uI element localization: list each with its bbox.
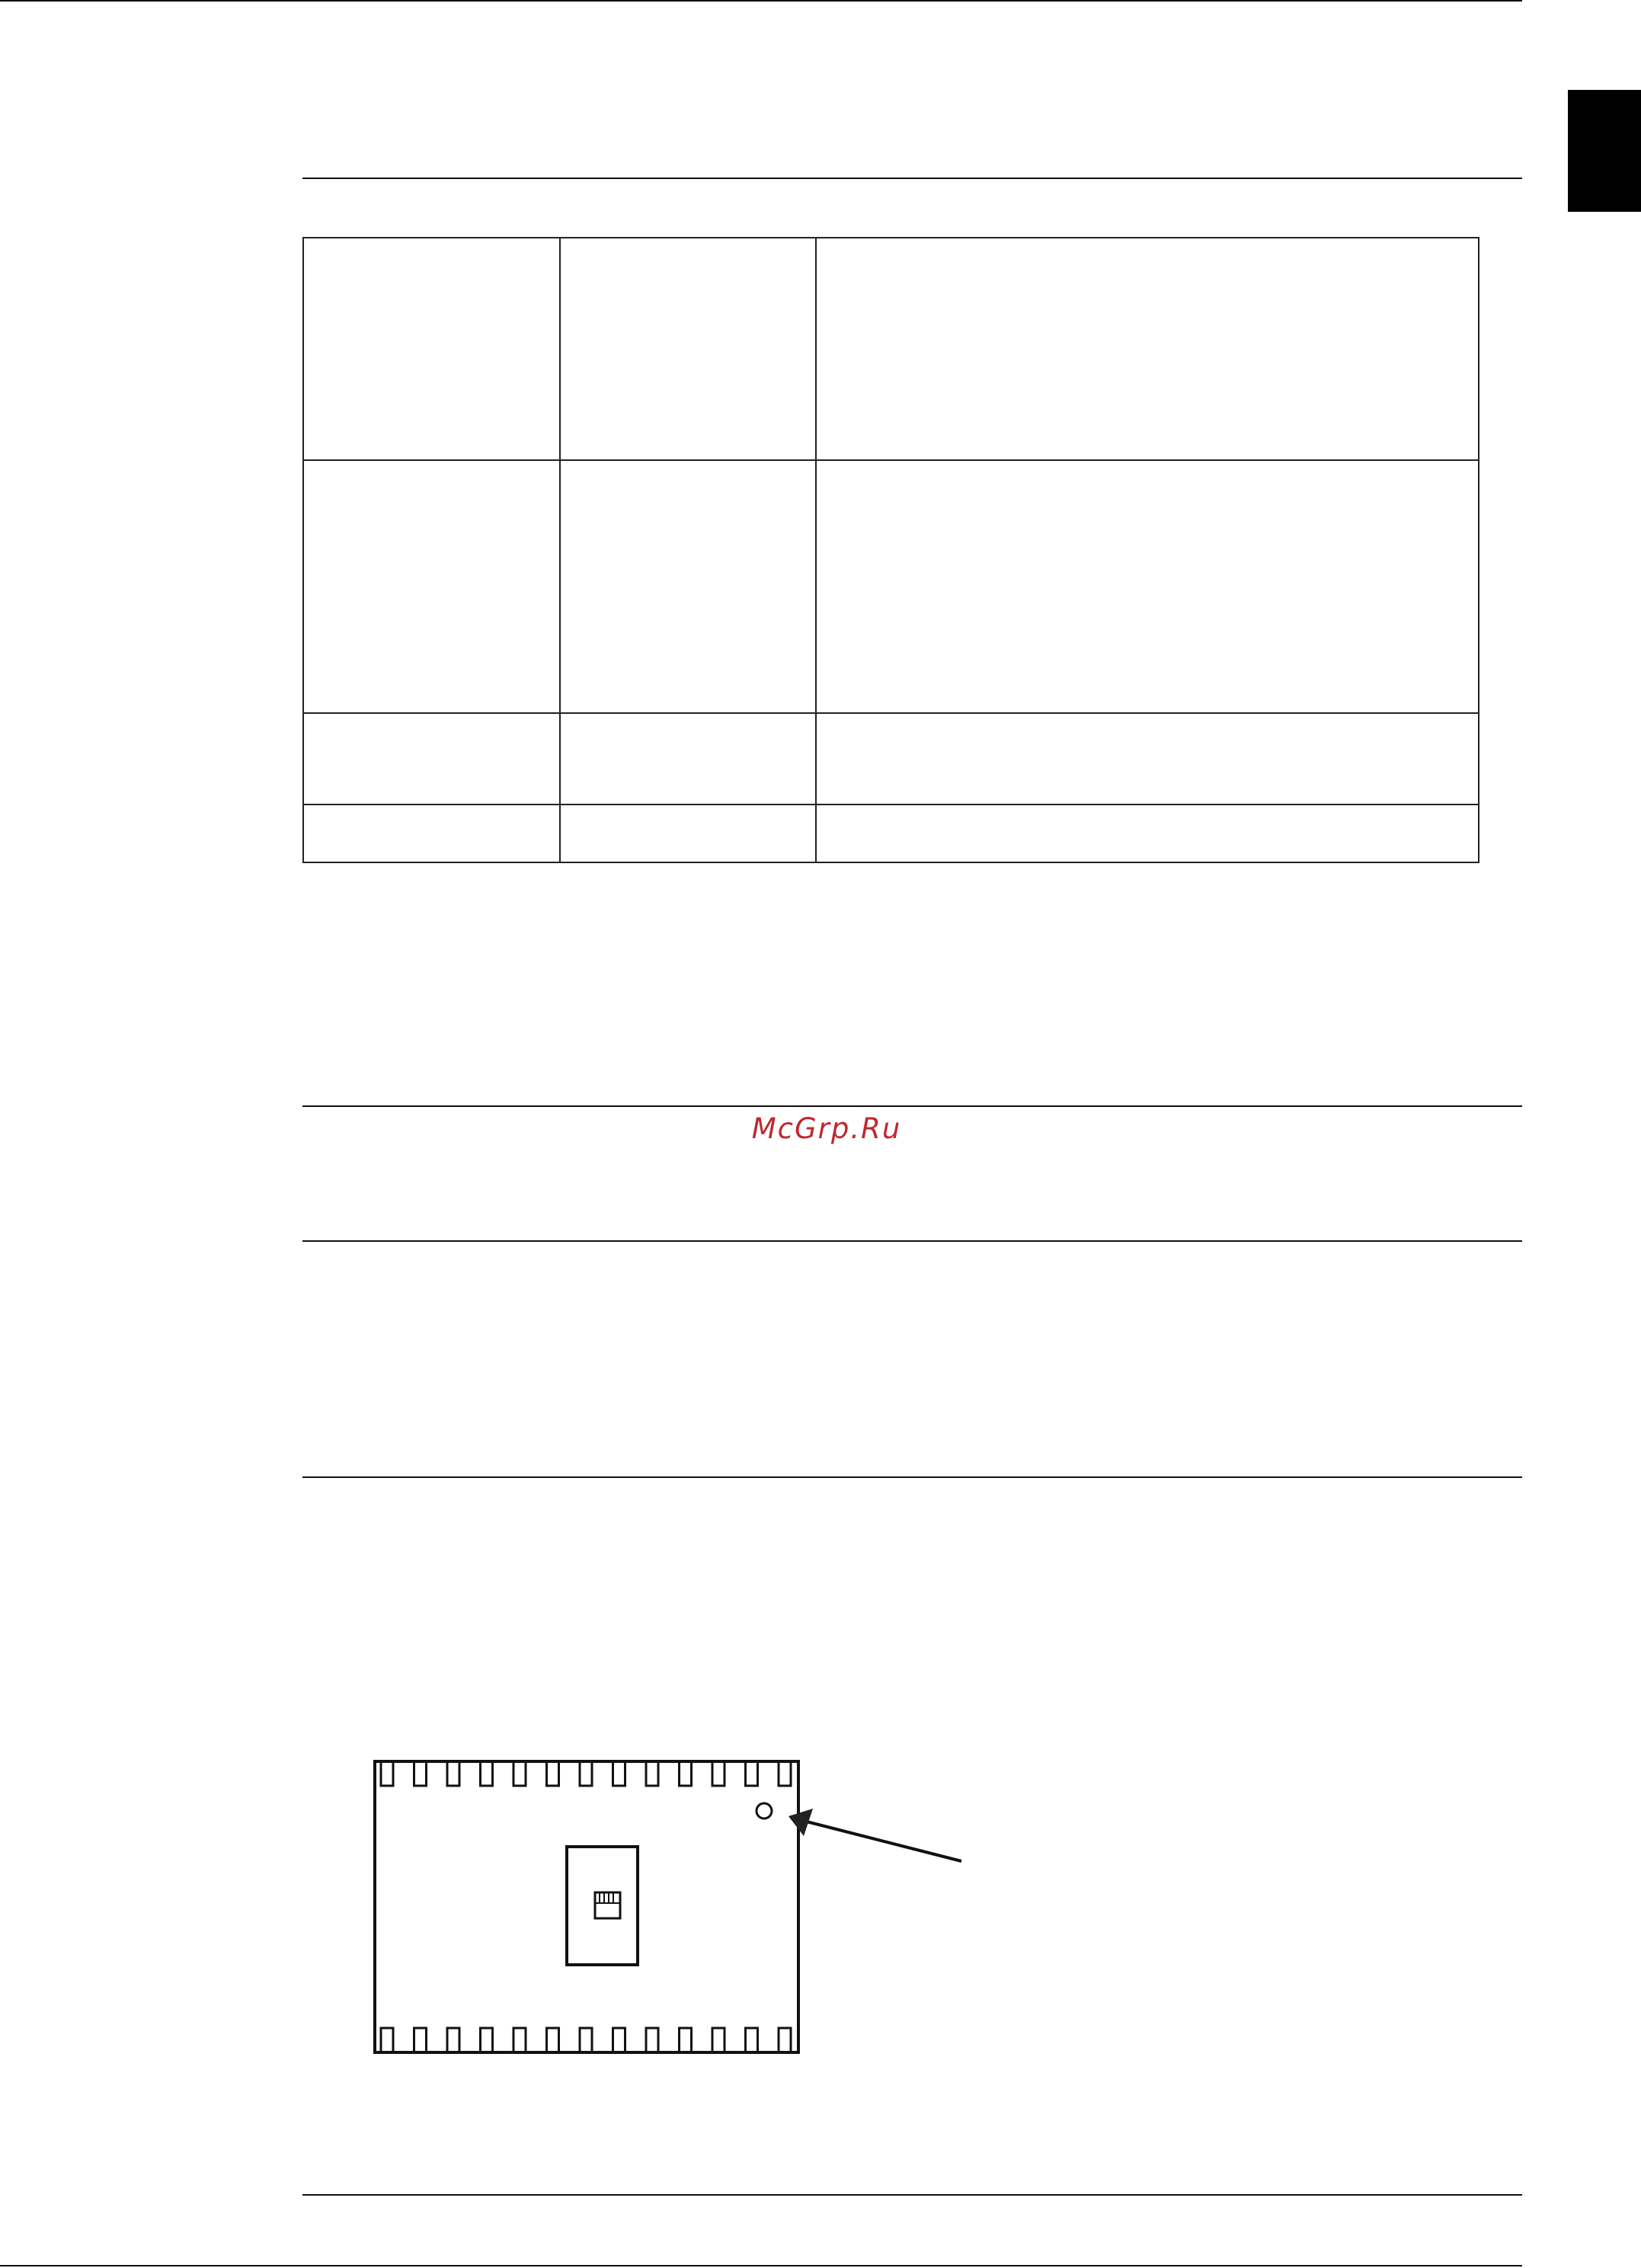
table-cell <box>816 713 1479 805</box>
table-row <box>303 238 1479 460</box>
callout-arrow-icon <box>789 1809 961 1861</box>
board-pin <box>746 2028 758 2051</box>
table-cell <box>560 713 816 805</box>
table-row <box>303 805 1479 862</box>
section-tab-marker <box>1568 90 1641 212</box>
table-cell <box>816 460 1479 713</box>
table-cell <box>560 460 816 713</box>
section-rule-2 <box>302 1105 1522 1107</box>
board-pin <box>779 2028 791 2051</box>
table-cell <box>303 238 560 460</box>
table-row <box>303 713 1479 805</box>
mounting-hole-icon <box>757 1803 772 1819</box>
board-pin <box>547 1763 559 1786</box>
board-pin <box>712 1763 725 1786</box>
circuit-board-diagram <box>366 1752 975 2072</box>
board-pin <box>680 1763 692 1786</box>
spec-table <box>302 237 1479 863</box>
section-rule-3 <box>302 1240 1522 1242</box>
board-pin <box>746 1763 758 1786</box>
board-pin <box>481 2028 493 2051</box>
table-cell <box>560 805 816 862</box>
table-cell <box>303 805 560 862</box>
board-pin <box>381 1763 393 1786</box>
section-rule-1 <box>302 178 1522 179</box>
board-pin <box>447 1763 459 1786</box>
board-pin <box>547 2028 559 2051</box>
board-pin <box>646 2028 658 2051</box>
board-pin <box>414 1763 427 1786</box>
board-pin <box>447 2028 459 2051</box>
table-cell <box>303 713 560 805</box>
board-pin <box>613 1763 625 1786</box>
board-pin <box>680 2028 692 2051</box>
board-pin <box>513 2028 526 2051</box>
watermark-text: McGrp.Ru <box>751 1112 902 1145</box>
board-pin <box>580 1763 592 1786</box>
board-pin <box>580 2028 592 2051</box>
connector-housing <box>567 1847 638 1965</box>
page-bottom-rule <box>0 2265 1522 2266</box>
table-cell <box>303 460 560 713</box>
bottom-pin-row <box>381 2028 791 2051</box>
board-pin <box>513 1763 526 1786</box>
table-cell <box>816 805 1479 862</box>
board-pin <box>381 2028 393 2051</box>
board-outline <box>375 1761 798 2052</box>
board-pin <box>414 2028 427 2051</box>
table-cell <box>560 238 816 460</box>
table-row <box>303 460 1479 713</box>
section-rule-4 <box>302 1476 1522 1478</box>
board-pin <box>481 1763 493 1786</box>
connector-icon <box>595 1892 620 1918</box>
board-pin <box>712 2028 725 2051</box>
board-pin <box>613 2028 625 2051</box>
top-pin-row <box>381 1763 791 1786</box>
table-cell <box>816 238 1479 460</box>
board-pin <box>646 1763 658 1786</box>
page-top-rule <box>0 0 1522 2</box>
section-rule-5 <box>302 2194 1522 2196</box>
board-pin <box>779 1763 791 1786</box>
